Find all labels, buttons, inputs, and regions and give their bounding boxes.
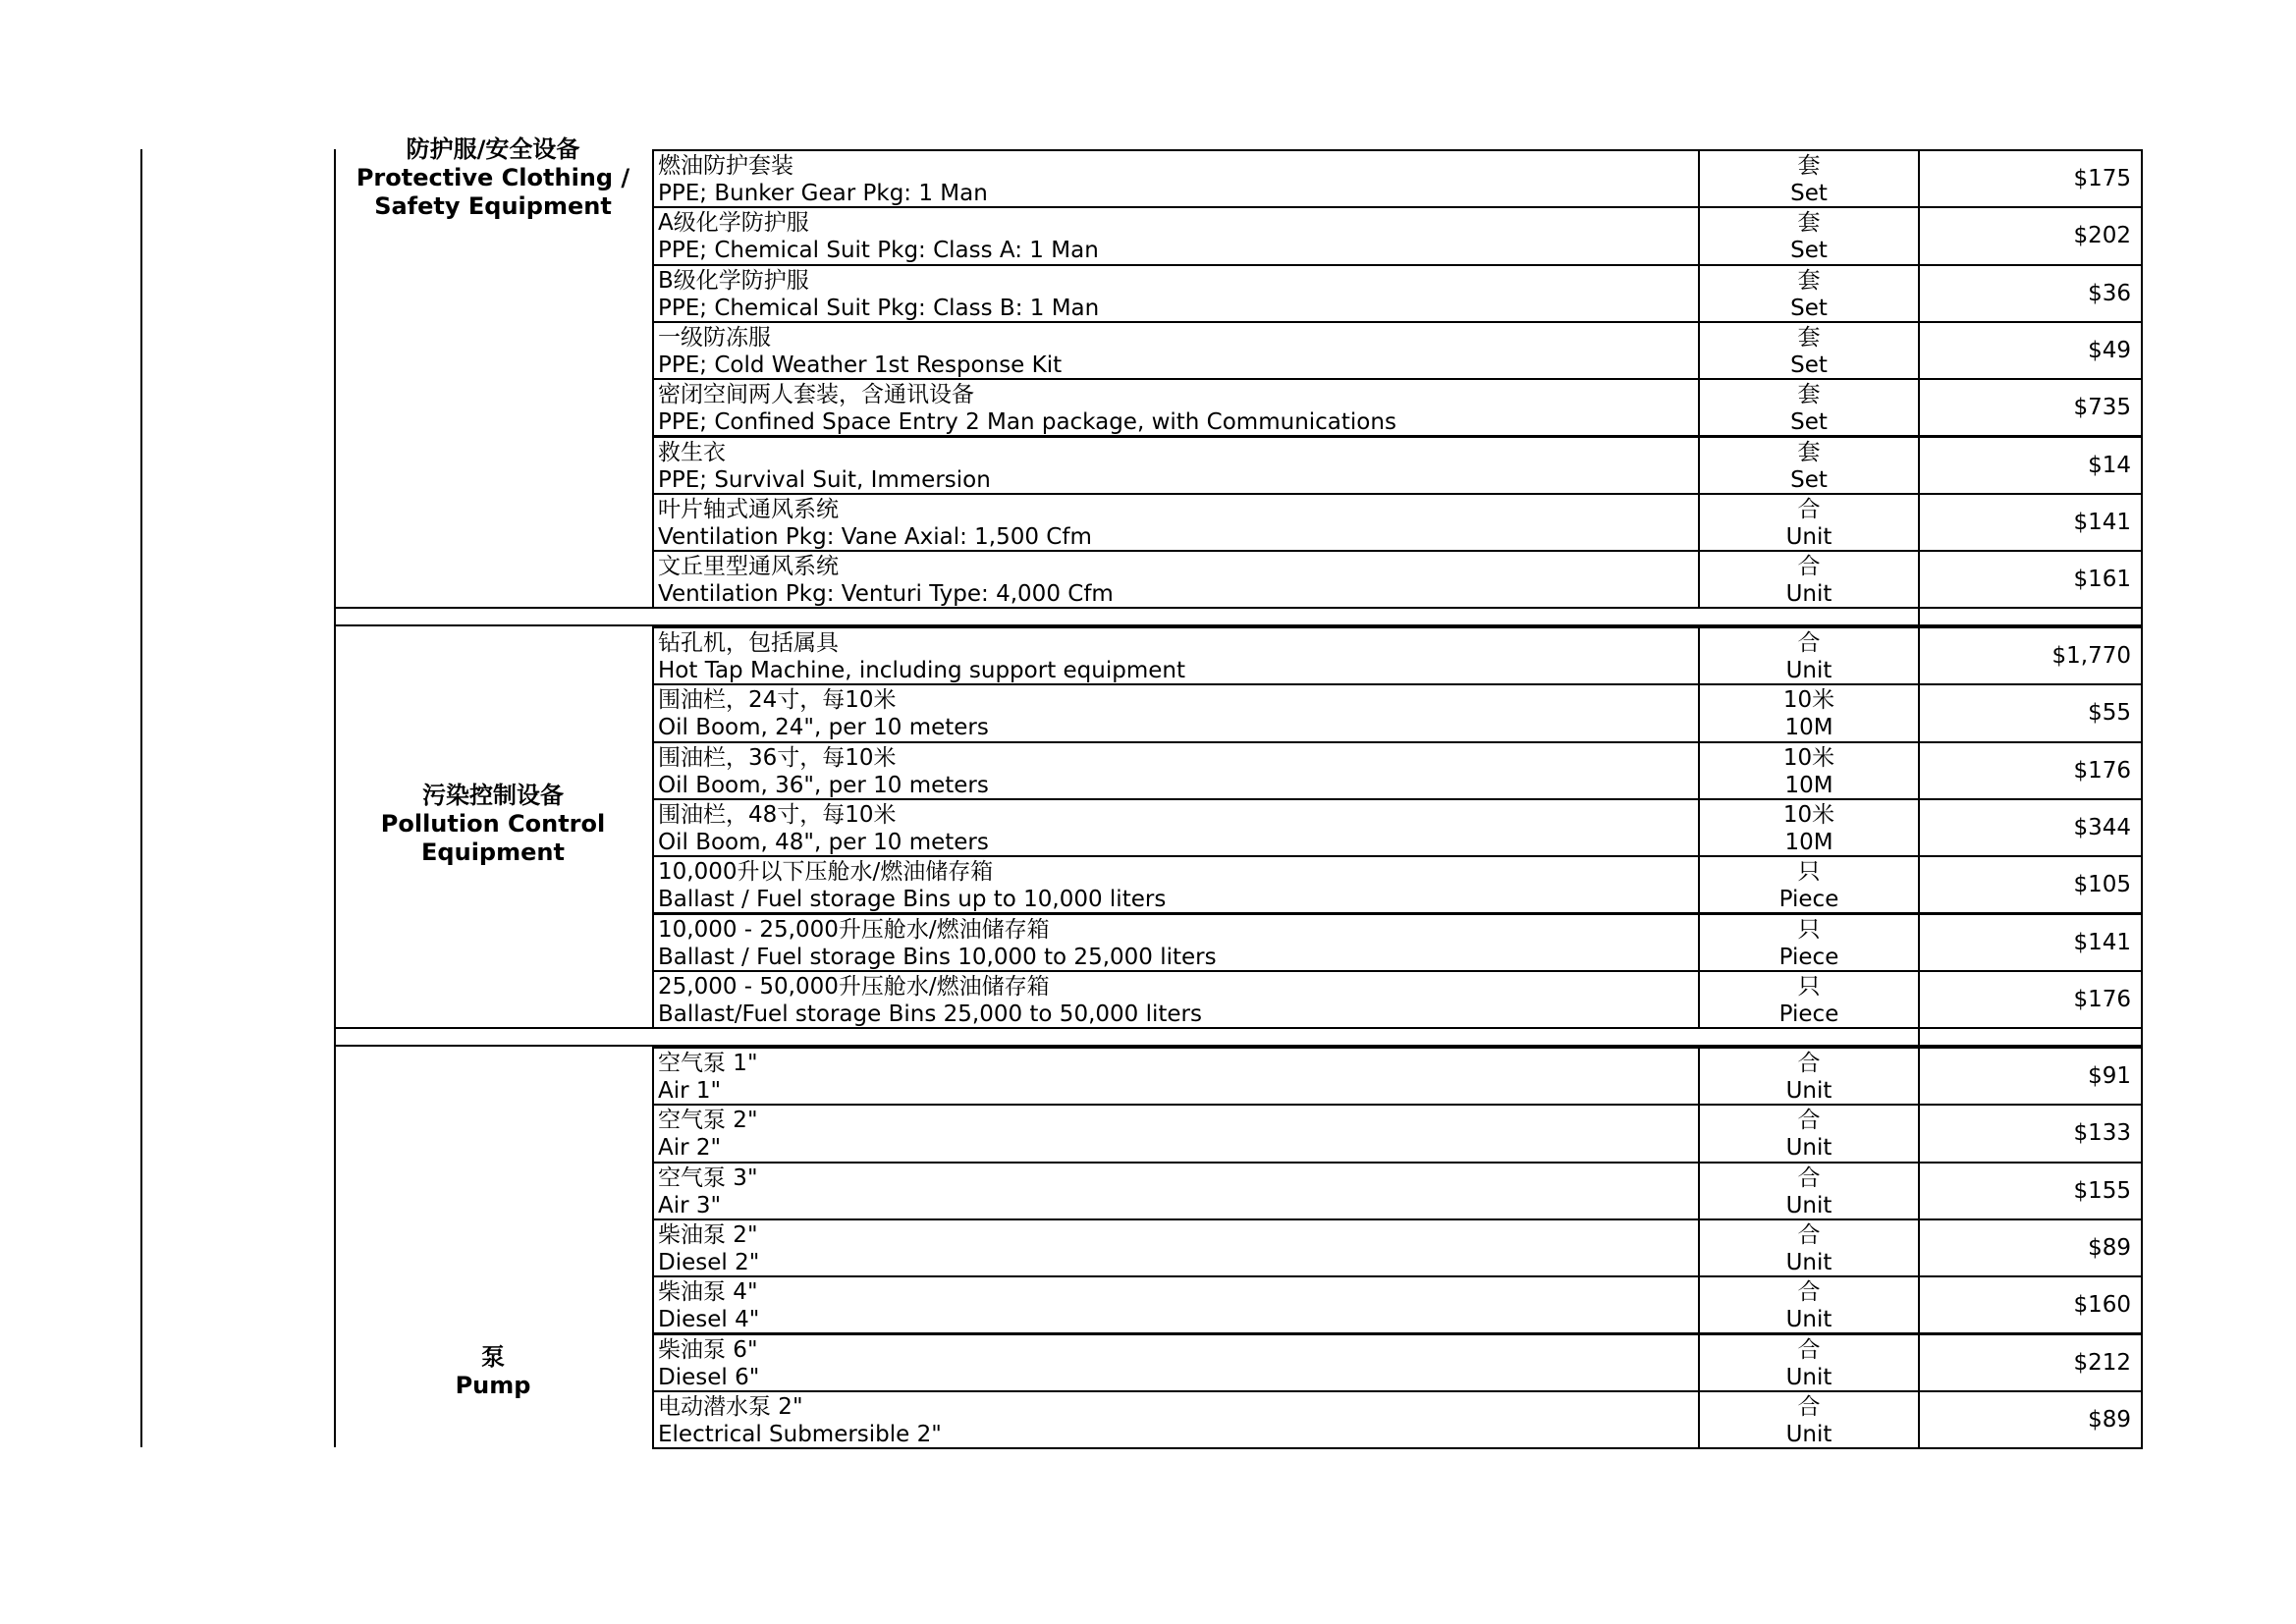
item-description-cell (652, 1162, 1700, 1220)
item-name-en: Air 1" (658, 1078, 722, 1104)
item-description-cell (652, 550, 1700, 609)
item-name-zh: 25,000 - 50,000升压舱水/燃油储存箱 (658, 973, 1050, 1000)
item-unit-cell (1698, 206, 1920, 265)
unit-zh: 只 (1797, 859, 1821, 886)
item-unit-cell (1698, 1162, 1920, 1220)
item-price: $49 (2088, 338, 2131, 364)
separator-divider (1918, 1027, 1920, 1047)
section-separator-row (334, 607, 2143, 626)
unit-en: Unit (1785, 1421, 1832, 1447)
item-unit-cell (1698, 493, 1920, 552)
category-name-en: Protective Clothing / (355, 163, 630, 191)
category-name-zh: 泵 (481, 1343, 505, 1371)
unit-en: 10M (1784, 715, 1833, 741)
unit-zh: 合 (1797, 496, 1821, 522)
item-name-zh: 钻孔机，包括属具 (658, 630, 839, 656)
item-price-cell (1918, 741, 2143, 800)
item-name-en: Oil Boom, 24", per 10 meters (658, 715, 989, 741)
item-name-en: Air 2" (658, 1135, 722, 1162)
unit-en: Unit (1785, 1307, 1832, 1333)
item-name-en: PPE; Chemical Suit Pkg: Class A: 1 Man (658, 238, 1099, 264)
item-price: $735 (2073, 395, 2131, 421)
item-description-cell (652, 1104, 1700, 1163)
item-description-cell (652, 1047, 1700, 1106)
item-price: $176 (2073, 757, 2131, 784)
separator-divider (1918, 607, 1920, 626)
unit-zh: 合 (1797, 1221, 1821, 1248)
item-unit-cell (1698, 913, 1920, 972)
unit-zh: 合 (1797, 1279, 1821, 1306)
item-name-en: Air 3" (658, 1192, 722, 1218)
item-unit-cell (1698, 626, 1920, 685)
category-name-en: Pump (455, 1372, 531, 1399)
unit-zh: 合 (1797, 1108, 1821, 1134)
outer-left-rule (140, 149, 142, 1447)
item-unit-cell (1698, 741, 1920, 800)
item-price: $14 (2088, 452, 2131, 478)
item-name-zh: 救生衣 (658, 439, 726, 465)
unit-en: Set (1790, 181, 1828, 206)
item-price-cell (1918, 1390, 2143, 1449)
item-price-cell (1918, 1104, 2143, 1163)
unit-zh: 套 (1797, 439, 1821, 465)
item-price-cell (1918, 970, 2143, 1029)
item-price: $161 (2073, 567, 2131, 593)
item-unit-cell (1698, 855, 1920, 914)
item-name-zh: A级化学防护服 (658, 210, 809, 237)
category-label (336, 782, 650, 867)
unit-zh: 套 (1797, 267, 1821, 294)
section-separator-row (334, 1027, 2143, 1047)
item-price-cell (1918, 321, 2143, 380)
category-name-en: Equipment (421, 838, 565, 866)
unit-zh: 套 (1797, 153, 1821, 179)
item-name-zh: 围油栏，48寸，每10米 (658, 801, 897, 828)
item-name-en: PPE; Cold Weather 1st Response Kit (658, 352, 1063, 378)
item-name-zh: 柴油泵 2" (658, 1221, 758, 1248)
item-price: $212 (2073, 1349, 2131, 1376)
unit-en: Set (1790, 295, 1828, 321)
unit-zh: 套 (1797, 324, 1821, 351)
item-price: $133 (2073, 1120, 2131, 1147)
item-name-en: PPE; Chemical Suit Pkg: Class B: 1 Man (658, 295, 1100, 321)
item-description-cell (652, 206, 1700, 265)
item-unit-cell (1698, 1104, 1920, 1163)
item-name-zh: 围油栏，36寸，每10米 (658, 744, 897, 771)
item-name-zh: 一级防冻服 (658, 324, 771, 351)
category-name-en: Pollution Control (380, 809, 606, 838)
unit-en: Unit (1785, 1249, 1832, 1275)
item-name-zh: 电动潜水泵 2" (658, 1393, 803, 1420)
item-price: $160 (2073, 1292, 2131, 1319)
unit-zh: 套 (1797, 210, 1821, 237)
unit-en: Unit (1785, 658, 1832, 683)
item-price: $344 (2073, 815, 2131, 841)
item-description-cell (652, 493, 1700, 552)
unit-en: Set (1790, 352, 1828, 378)
item-unit-cell (1698, 1047, 1920, 1106)
item-price: $36 (2088, 280, 2131, 306)
item-description-cell (652, 1275, 1700, 1334)
item-name-zh: 空气泵 1" (658, 1051, 758, 1076)
unit-zh: 合 (1797, 1393, 1821, 1420)
item-price: $175 (2073, 166, 2131, 192)
item-description-cell (652, 149, 1700, 208)
item-unit-cell (1698, 798, 1920, 857)
unit-en: Set (1790, 409, 1828, 436)
item-name-en: Ventilation Pkg: Venturi Type: 4,000 Cfm (658, 581, 1114, 608)
unit-zh: 只 (1797, 916, 1821, 943)
item-name-zh: 密闭空间两人套装，含通讯设备 (658, 382, 974, 408)
item-name-zh: 空气泵 2" (658, 1108, 758, 1134)
unit-en: 10M (1784, 829, 1833, 855)
item-unit-cell (1698, 264, 1920, 323)
category-name-zh: 防护服/安全设备 (406, 135, 580, 163)
item-name-en: Electrical Submersible 2" (658, 1421, 942, 1447)
item-price: $89 (2088, 1235, 2131, 1262)
item-description-cell (652, 970, 1700, 1029)
item-name-en: Oil Boom, 48", per 10 meters (658, 829, 989, 855)
category-label (336, 135, 650, 221)
unit-en: Unit (1785, 1192, 1832, 1218)
item-name-en: Hot Tap Machine, including support equipment (658, 658, 1185, 683)
item-price-cell (1918, 798, 2143, 857)
item-price-cell (1918, 1218, 2143, 1277)
item-price-cell (1918, 1333, 2143, 1392)
unit-zh: 合 (1797, 630, 1821, 656)
unit-zh: 合 (1797, 554, 1821, 580)
item-price: $155 (2073, 1177, 2131, 1204)
item-name-en: Ballast / Fuel storage Bins 10,000 to 25,000 liters (658, 944, 1217, 970)
item-price: $176 (2073, 986, 2131, 1012)
unit-zh: 合 (1797, 1164, 1821, 1191)
item-name-zh: 空气泵 3" (658, 1164, 758, 1191)
item-unit-cell (1698, 1333, 1920, 1392)
item-price-cell (1918, 913, 2143, 972)
item-price: $105 (2073, 872, 2131, 898)
item-name-zh: 柴油泵 4" (658, 1279, 758, 1306)
item-unit-cell (1698, 1218, 1920, 1277)
item-name-en: Ventilation Pkg: Vane Axial: 1,500 Cfm (658, 523, 1092, 550)
item-name-zh: 10,000升以下压舱水/燃油储存箱 (658, 859, 994, 886)
item-name-en: Oil Boom, 36", per 10 meters (658, 772, 989, 798)
category-cell (336, 135, 650, 607)
item-description-cell (652, 1390, 1700, 1449)
unit-en: Unit (1785, 1135, 1832, 1162)
item-price-cell (1918, 1047, 2143, 1106)
item-unit-cell (1698, 550, 1920, 609)
item-name-zh: B级化学防护服 (658, 267, 809, 294)
item-unit-cell (1698, 1275, 1920, 1334)
item-price-cell (1918, 683, 2143, 742)
item-price-cell (1918, 1162, 2143, 1220)
item-unit-cell (1698, 970, 1920, 1029)
item-unit-cell (1698, 321, 1920, 380)
item-description-cell (652, 436, 1700, 495)
item-description-cell (652, 378, 1700, 437)
item-description-cell (652, 1333, 1700, 1392)
item-description-cell (652, 321, 1700, 380)
item-name-en: Diesel 2" (658, 1249, 760, 1275)
unit-zh: 合 (1797, 1051, 1821, 1076)
item-name-zh: 叶片轴式通风系统 (658, 496, 839, 522)
item-description-cell (652, 741, 1700, 800)
item-price-cell (1918, 206, 2143, 265)
item-name-en: Diesel 4" (658, 1307, 760, 1333)
item-name-en: Ballast / Fuel storage Bins up to 10,000 liters (658, 887, 1167, 913)
item-name-zh: 柴油泵 6" (658, 1336, 758, 1363)
unit-en: Unit (1785, 581, 1832, 608)
item-name-en: Diesel 6" (658, 1364, 760, 1390)
unit-zh: 套 (1797, 382, 1821, 408)
item-price: $89 (2088, 1406, 2131, 1433)
item-price-cell (1918, 1275, 2143, 1334)
item-description-cell (652, 1218, 1700, 1277)
item-unit-cell (1698, 683, 1920, 742)
unit-en: Unit (1785, 1078, 1832, 1104)
item-price: $141 (2073, 509, 2131, 535)
item-price-cell (1918, 855, 2143, 914)
item-name-zh: 10,000 - 25,000升压舱水/燃油储存箱 (658, 916, 1050, 943)
unit-zh: 10米 (1782, 801, 1835, 828)
unit-zh: 合 (1797, 1336, 1821, 1363)
item-description-cell (652, 626, 1700, 685)
item-name-en: PPE; Survival Suit, Immersion (658, 466, 991, 493)
unit-en: Set (1790, 238, 1828, 264)
item-name-zh: 围油栏，24寸，每10米 (658, 687, 897, 714)
item-price: $1,770 (2051, 643, 2131, 670)
category-name-zh: 污染控制设备 (422, 781, 564, 809)
unit-en: Piece (1778, 1001, 1839, 1027)
category-label (336, 1343, 650, 1400)
item-price-cell (1918, 626, 2143, 685)
item-name-zh: 燃油防护套装 (658, 153, 793, 179)
item-price-cell (1918, 149, 2143, 208)
item-name-en: PPE; Bunker Gear Pkg: 1 Man (658, 181, 988, 206)
item-price: $55 (2088, 700, 2131, 727)
item-price-cell (1918, 550, 2143, 609)
item-description-cell (652, 855, 1700, 914)
item-price-cell (1918, 493, 2143, 552)
item-price-cell (1918, 378, 2143, 437)
item-unit-cell (1698, 436, 1920, 495)
item-price: $141 (2073, 929, 2131, 955)
item-name-en: Ballast/Fuel storage Bins 25,000 to 50,000 liters (658, 1001, 1202, 1027)
item-name-en: PPE; Confined Space Entry 2 Man package, with Communications (658, 409, 1396, 436)
unit-en: 10M (1784, 772, 1833, 798)
item-name-zh: 文丘里型通风系统 (658, 554, 839, 580)
item-price-cell (1918, 264, 2143, 323)
item-price: $91 (2088, 1063, 2131, 1090)
item-unit-cell (1698, 1390, 1920, 1449)
unit-en: Set (1790, 466, 1828, 493)
item-description-cell (652, 798, 1700, 857)
unit-en: Unit (1785, 523, 1832, 550)
unit-zh: 10米 (1782, 687, 1835, 714)
item-price-cell (1918, 436, 2143, 495)
item-unit-cell (1698, 149, 1920, 208)
unit-en: Piece (1778, 887, 1839, 913)
item-description-cell (652, 913, 1700, 972)
item-description-cell (652, 683, 1700, 742)
item-price: $202 (2073, 223, 2131, 249)
unit-en: Piece (1778, 944, 1839, 970)
item-description-cell (652, 264, 1700, 323)
unit-en: Unit (1785, 1364, 1832, 1390)
unit-zh: 只 (1797, 973, 1821, 1000)
unit-zh: 10米 (1782, 744, 1835, 771)
category-name-en: Safety Equipment (374, 191, 612, 220)
item-unit-cell (1698, 378, 1920, 437)
